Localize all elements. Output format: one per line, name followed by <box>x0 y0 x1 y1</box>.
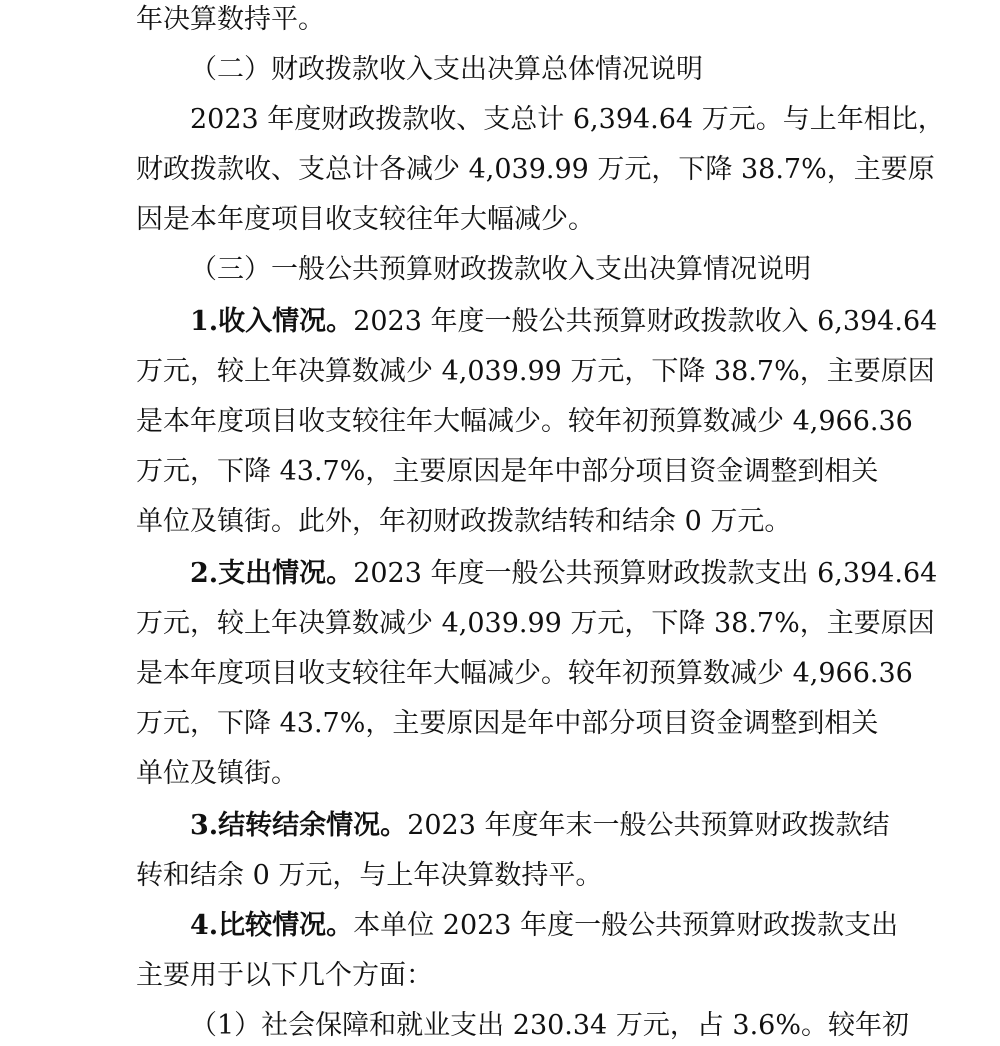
text-line: 1.收入情况。2023 年度一般公共预算财政拨款收入 6,394.64 <box>190 306 938 337</box>
text-line: 单位及镇街。此外，年初财政拨款结转和结余 0 万元。 <box>136 506 792 537</box>
text-line: 年决算数持平。 <box>136 4 325 35</box>
text-line: 转和结余 0 万元，与上年决算数持平。 <box>136 860 603 891</box>
text-line: 是本年度项目收支较往年大幅减少。较年初预算数减少 4,966.36 <box>136 406 913 437</box>
text-line: 万元，较上年决算数减少 4,039.99 万元，下降 38.7%，主要原因 <box>136 356 935 387</box>
text-line: 是本年度项目收支较往年大幅减少。较年初预算数减少 4,966.36 <box>136 658 913 689</box>
section-heading: （二）财政拨款收入支出决算总体情况说明 <box>190 54 703 85</box>
section-heading: （三）一般公共预算财政拨款收入支出决算情况说明 <box>190 254 811 285</box>
text-line: 4.比较情况。本单位 2023 年度一般公共预算财政拨款支出 <box>190 910 899 941</box>
text-line: （1）社会保障和就业支出 230.34 万元，占 3.6%。较年初 <box>190 1010 909 1041</box>
subheading: 3.结转结余情况。 <box>190 810 408 841</box>
text-line: 万元，下降 43.7%，主要原因是年中部分项目资金调整到相关 <box>136 708 879 739</box>
subheading: 2.支出情况。 <box>190 558 354 589</box>
text-line: 万元，较上年决算数减少 4,039.99 万元，下降 38.7%，主要原因 <box>136 608 935 639</box>
text-line: 2023 年度财政拨款收、支总计 6,394.64 万元。与上年相比， <box>190 104 945 135</box>
text-line: 2.支出情况。2023 年度一般公共预算财政拨款支出 6,394.64 <box>190 558 938 589</box>
text-line: 主要用于以下几个方面： <box>136 960 433 991</box>
text-line: 财政拨款收、支总计各减少 4,039.99 万元，下降 38.7%，主要原 <box>136 154 935 185</box>
text-line: 万元，下降 43.7%，主要原因是年中部分项目资金调整到相关 <box>136 456 879 487</box>
subheading: 1.收入情况。 <box>190 306 354 337</box>
text-line: 单位及镇街。 <box>136 758 298 789</box>
text-line: 3.结转结余情况。2023 年度年末一般公共预算财政拨款结 <box>190 810 890 841</box>
subheading: 4.比较情况。 <box>190 910 354 941</box>
text-line: 因是本年度项目收支较往年大幅减少。 <box>136 204 595 235</box>
